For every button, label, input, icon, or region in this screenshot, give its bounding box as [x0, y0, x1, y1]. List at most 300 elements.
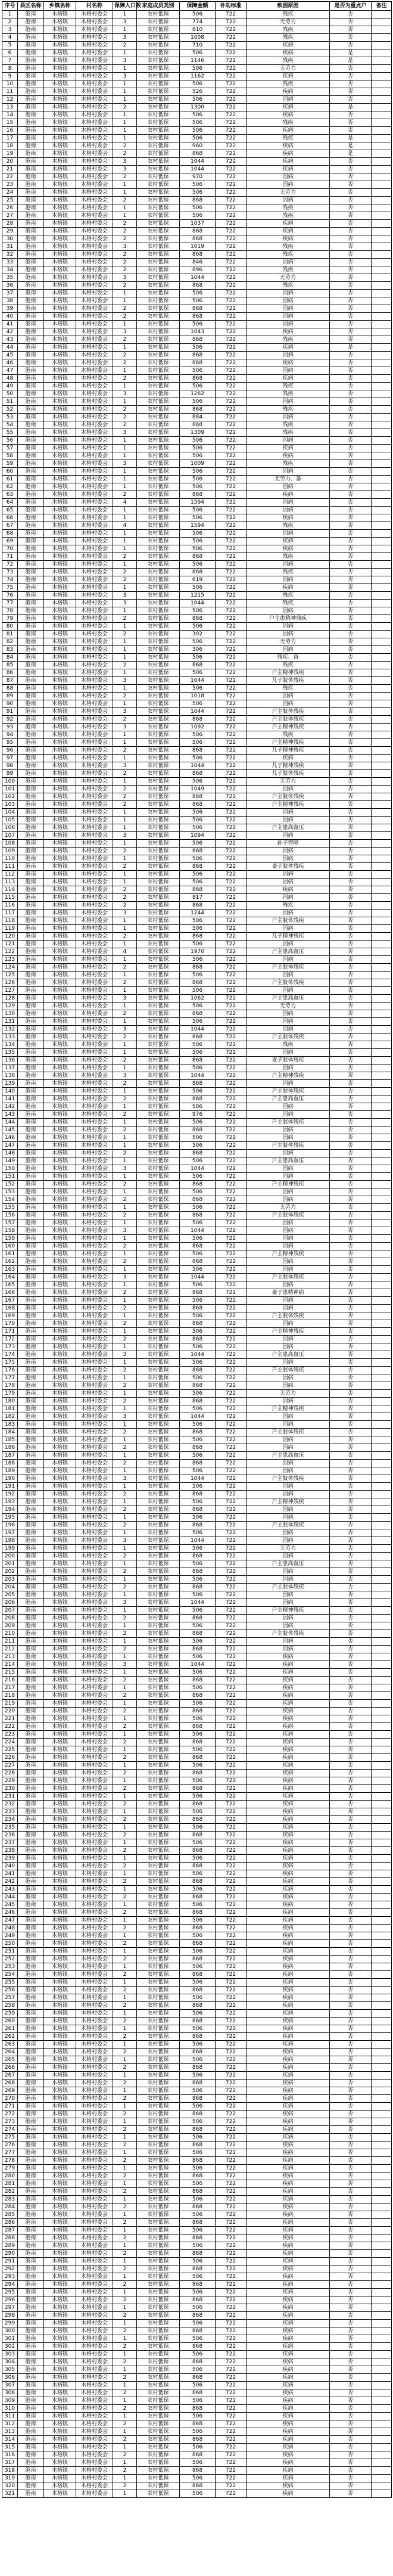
cell-county: 港南	[18, 2056, 44, 2064]
cell-category: 农村低保	[137, 1878, 180, 1886]
cell-people: 2	[113, 42, 137, 49]
cell-people: 2	[113, 1010, 137, 1018]
cell-reason: 疾病	[247, 2335, 330, 2343]
table-row	[2, 1793, 392, 1801]
cell-index: 267	[2, 2072, 18, 2080]
table-row	[2, 1390, 392, 1398]
cell-township: 木格镇	[44, 1723, 76, 1731]
cell-village: 木格村委会	[76, 2265, 113, 2273]
cell-standard: 722	[216, 1878, 247, 1886]
cell-index: 184	[2, 1429, 18, 1436]
cell-reason: 因病	[247, 623, 330, 631]
cell-remark	[372, 1018, 392, 1026]
table-row	[2, 437, 392, 445]
cell-people: 1	[113, 367, 137, 375]
cell-key-household: 否	[330, 1770, 372, 1777]
cell-category: 农村低保	[137, 2327, 180, 2335]
cell-village: 木格村委会	[76, 1436, 113, 1444]
cell-county: 港南	[18, 321, 44, 328]
cell-village: 木格村委会	[76, 1289, 113, 1297]
cell-category: 农村低保	[137, 359, 180, 367]
cell-remark	[372, 1739, 392, 1746]
cell-reason: 疾病	[247, 1987, 330, 1994]
cell-remark	[372, 1723, 392, 1731]
cell-key-household: 否	[330, 1336, 372, 1343]
cell-amount: 1019	[180, 243, 216, 251]
cell-county: 港南	[18, 584, 44, 592]
cell-remark	[372, 429, 392, 437]
cell-key-household: 否	[330, 2203, 372, 2211]
cell-standard: 722	[216, 1715, 247, 1723]
cell-remark	[372, 584, 392, 592]
cell-amount: 506	[180, 507, 216, 514]
cell-standard: 722	[216, 2041, 247, 2049]
cell-village: 木格村委会	[76, 1212, 113, 1219]
cell-index: 102	[2, 793, 18, 801]
cell-reason: 因病	[247, 1336, 330, 1343]
cell-remark	[372, 26, 392, 34]
cell-amount: 506	[180, 2118, 216, 2126]
cell-people: 2	[113, 1429, 137, 1436]
cell-township: 木格镇	[44, 1932, 76, 1940]
cell-remark	[372, 2296, 392, 2304]
cell-county: 港南	[18, 646, 44, 654]
cell-village: 木格村委会	[76, 855, 113, 863]
cell-village: 木格村委会	[76, 1374, 113, 1382]
cell-reason: 残疾	[247, 212, 330, 220]
cell-index: 190	[2, 1475, 18, 1483]
cell-remark	[372, 1553, 392, 1560]
cell-remark	[372, 1421, 392, 1429]
cell-reason: 残疾	[247, 592, 330, 600]
cell-people: 2	[113, 104, 137, 111]
cell-county: 港南	[18, 2273, 44, 2281]
cell-township: 木格镇	[44, 2374, 76, 2382]
cell-amount: 506	[180, 809, 216, 817]
cell-key-household: 否	[330, 266, 372, 274]
cell-people: 2	[113, 1491, 137, 1498]
cell-key-household: 否	[330, 1963, 372, 1971]
cell-reason: 因病	[247, 1320, 330, 1328]
cell-standard: 722	[216, 747, 247, 755]
cell-category: 农村低保	[137, 700, 180, 708]
cell-county: 港南	[18, 1746, 44, 1754]
cell-township: 木格镇	[44, 584, 76, 592]
cell-county: 港南	[18, 1553, 44, 1560]
cell-index: 232	[2, 1801, 18, 1808]
table-row	[2, 646, 392, 654]
cell-index: 265	[2, 2056, 18, 2064]
cell-key-household: 否	[330, 1762, 372, 1770]
cell-people: 2	[113, 2436, 137, 2444]
cell-county: 港南	[18, 421, 44, 429]
cell-amount: 506	[180, 1715, 216, 1723]
cell-people: 1	[113, 1948, 137, 1956]
cell-index: 86	[2, 669, 18, 677]
cell-index: 26	[2, 204, 18, 212]
cell-township: 木格镇	[44, 638, 76, 646]
cell-county: 港南	[18, 1537, 44, 1545]
table-row	[2, 669, 392, 677]
cell-county: 港南	[18, 2312, 44, 2320]
table-row	[2, 2451, 392, 2459]
cell-standard: 722	[216, 445, 247, 452]
cell-amount: 506	[180, 1963, 216, 1971]
cell-amount: 868	[180, 2157, 216, 2165]
cell-key-household: 否	[330, 933, 372, 941]
cell-category: 农村低保	[137, 1227, 180, 1235]
cell-county: 港南	[18, 1824, 44, 1832]
cell-key-household: 否	[330, 429, 372, 437]
cell-township: 木格镇	[44, 1297, 76, 1305]
cell-county: 港南	[18, 127, 44, 135]
cell-remark	[372, 646, 392, 654]
cell-reason: 儿子精神残疾	[247, 762, 330, 770]
cell-category: 农村低保	[137, 476, 180, 483]
cell-remark	[372, 1514, 392, 1522]
cell-amount: 868	[180, 2018, 216, 2025]
cell-village: 木格村委会	[76, 925, 113, 933]
cell-remark	[372, 111, 392, 119]
cell-amount: 1970	[180, 948, 216, 956]
cell-remark	[372, 1088, 392, 1095]
cell-standard: 722	[216, 1281, 247, 1289]
cell-county: 港南	[18, 1692, 44, 1700]
cell-county: 港南	[18, 964, 44, 972]
cell-county: 港南	[18, 1173, 44, 1181]
cell-reason: 疾病	[247, 2304, 330, 2312]
cell-county: 港南	[18, 871, 44, 879]
cell-county: 港南	[18, 313, 44, 321]
cell-category: 农村低保	[137, 1150, 180, 1157]
cell-township: 木格镇	[44, 2475, 76, 2482]
cell-index: 143	[2, 1111, 18, 1119]
cell-township: 木格镇	[44, 941, 76, 948]
cell-standard: 722	[216, 429, 247, 437]
cell-township: 木格镇	[44, 1049, 76, 1057]
cell-township: 木格镇	[44, 1119, 76, 1126]
table-row	[2, 1514, 392, 1522]
cell-village: 木格村委会	[76, 677, 113, 685]
cell-reason: 残疾	[247, 522, 330, 530]
cell-remark	[372, 414, 392, 421]
cell-people: 3	[113, 390, 137, 398]
cell-people: 1	[113, 468, 137, 476]
cell-category: 农村低保	[137, 1111, 180, 1119]
cell-key-household: 否	[330, 437, 372, 445]
cell-standard: 722	[216, 2064, 247, 2072]
cell-remark	[372, 1971, 392, 1979]
cell-category: 农村低保	[137, 1762, 180, 1770]
cell-village: 木格村委会	[76, 762, 113, 770]
cell-reason: 因病	[247, 352, 330, 359]
cell-index: 114	[2, 886, 18, 894]
cell-people: 1	[113, 607, 137, 615]
cell-index: 84	[2, 654, 18, 662]
cell-category: 农村低保	[137, 1274, 180, 1281]
cell-people: 1	[113, 2335, 137, 2343]
cell-village: 木格村委会	[76, 1591, 113, 1599]
cell-people: 1	[113, 824, 137, 832]
cell-index: 144	[2, 1119, 18, 1126]
table-row	[2, 1599, 392, 1607]
cell-key-household: 否	[330, 2382, 372, 2389]
cell-reason: 疾病	[247, 2420, 330, 2428]
cell-people: 1	[113, 1452, 137, 1460]
cell-index: 111	[2, 863, 18, 871]
cell-key-household: 否	[330, 1630, 372, 1638]
cell-village: 木格村委会	[76, 1731, 113, 1739]
cell-key-household: 否	[330, 1467, 372, 1475]
cell-village: 木格村委会	[76, 2335, 113, 2343]
cell-remark	[372, 2080, 392, 2087]
cell-key-household: 否	[330, 2250, 372, 2258]
cell-county: 港南	[18, 1576, 44, 1584]
cell-standard: 722	[216, 468, 247, 476]
cell-index: 287	[2, 2227, 18, 2234]
cell-village: 木格村委会	[76, 2420, 113, 2428]
table-row	[2, 1134, 392, 1142]
cell-amount: 506	[180, 398, 216, 406]
cell-remark	[372, 158, 392, 166]
cell-remark	[372, 421, 392, 429]
cell-county: 港南	[18, 2250, 44, 2258]
cell-remark	[372, 553, 392, 561]
cell-village: 木格村委会	[76, 18, 113, 26]
cell-amount: 868	[180, 1987, 216, 1994]
cell-index: 223	[2, 1731, 18, 1739]
cell-index: 262	[2, 2033, 18, 2041]
cell-amount: 868	[180, 1336, 216, 1343]
cell-remark	[372, 1894, 392, 1901]
cell-index: 56	[2, 437, 18, 445]
table-row	[2, 793, 392, 801]
cell-key-household: 否	[330, 1312, 372, 1320]
cell-village: 木格村委会	[76, 2157, 113, 2165]
table-row	[2, 1080, 392, 1088]
header-key-household: 是否为重点户	[330, 2, 372, 11]
cell-category: 农村低保	[137, 514, 180, 522]
cell-reason: 因病	[247, 173, 330, 181]
cell-key-household: 否	[330, 972, 372, 979]
cell-village: 木格村委会	[76, 1297, 113, 1305]
cell-reason: 残疾	[247, 383, 330, 390]
cell-reason: 疾病	[247, 1661, 330, 1669]
cell-amount: 506	[180, 1917, 216, 1925]
cell-amount: 868	[180, 1754, 216, 1762]
cell-category: 农村低保	[137, 1529, 180, 1537]
cell-category: 农村低保	[137, 1987, 180, 1994]
cell-amount: 306	[180, 646, 216, 654]
cell-reason: 因病	[247, 1281, 330, 1289]
cell-standard: 722	[216, 2389, 247, 2397]
cell-amount: 1092	[180, 724, 216, 731]
cell-village: 木格村委会	[76, 1126, 113, 1134]
cell-reason: 因病	[247, 1382, 330, 1390]
cell-amount: 506	[180, 2149, 216, 2157]
cell-township: 木格镇	[44, 801, 76, 809]
cell-reason: 残疾	[247, 119, 330, 127]
cell-amount: 868	[180, 2080, 216, 2087]
cell-standard: 722	[216, 328, 247, 336]
cell-township: 木格镇	[44, 2420, 76, 2428]
cell-index: 201	[2, 1560, 18, 1568]
cell-standard: 722	[216, 1925, 247, 1932]
cell-index: 91	[2, 708, 18, 716]
cell-standard: 722	[216, 1739, 247, 1746]
cell-amount: 506	[180, 987, 216, 995]
cell-amount: 506	[180, 1250, 216, 1258]
cell-county: 港南	[18, 1909, 44, 1917]
cell-reason: 残疾	[247, 600, 330, 607]
cell-index: 170	[2, 1320, 18, 1328]
cell-amount: 506	[180, 2490, 216, 2498]
cell-amount: 868	[180, 1878, 216, 1886]
cell-reason: 疾病	[247, 2172, 330, 2180]
cell-remark	[372, 2327, 392, 2335]
cell-reason: 因病	[247, 987, 330, 995]
cell-county: 港南	[18, 1374, 44, 1382]
cell-village: 木格村委会	[76, 390, 113, 398]
cell-key-household: 否	[330, 1746, 372, 1754]
cell-category: 农村低保	[137, 1018, 180, 1026]
cell-category: 农村低保	[137, 2428, 180, 2436]
cell-county: 港南	[18, 1987, 44, 1994]
cell-county: 港南	[18, 1297, 44, 1305]
cell-amount: 506	[180, 1390, 216, 1398]
cell-index: 227	[2, 1762, 18, 1770]
cell-people: 1	[113, 2118, 137, 2126]
cell-key-household: 否	[330, 274, 372, 282]
cell-key-household: 是	[330, 104, 372, 111]
cell-county: 港南	[18, 1103, 44, 1111]
cell-reason: 疾病	[247, 2095, 330, 2103]
cell-county: 港南	[18, 34, 44, 42]
cell-remark	[372, 2366, 392, 2374]
cell-village: 木格村委会	[76, 1762, 113, 1770]
cell-standard: 722	[216, 321, 247, 328]
cell-reason: 因病	[247, 181, 330, 189]
cell-standard: 722	[216, 1010, 247, 1018]
cell-county: 港南	[18, 553, 44, 561]
cell-county: 港南	[18, 607, 44, 615]
cell-key-household: 是	[330, 344, 372, 352]
cell-village: 木格村委会	[76, 832, 113, 840]
table-row	[2, 879, 392, 886]
cell-key-household: 否	[330, 762, 372, 770]
cell-standard: 722	[216, 553, 247, 561]
cell-standard: 722	[216, 2165, 247, 2172]
cell-village: 木格村委会	[76, 336, 113, 344]
cell-remark	[372, 840, 392, 848]
cell-category: 农村低保	[137, 181, 180, 189]
cell-standard: 722	[216, 693, 247, 700]
cell-remark	[372, 693, 392, 700]
cell-reason: 疾病	[247, 2080, 330, 2087]
cell-standard: 722	[216, 1684, 247, 1692]
cell-index: 113	[2, 879, 18, 886]
cell-township: 木格镇	[44, 2413, 76, 2420]
cell-standard: 722	[216, 1343, 247, 1351]
cell-village: 木格村委会	[76, 840, 113, 848]
cell-index: 268	[2, 2080, 18, 2087]
cell-category: 农村低保	[137, 871, 180, 879]
table-row	[2, 2049, 392, 2056]
cell-index: 136	[2, 1057, 18, 1064]
cell-key-household: 否	[330, 538, 372, 545]
cell-people: 2	[113, 1847, 137, 1855]
cell-village: 木格村委会	[76, 755, 113, 762]
cell-county: 港南	[18, 716, 44, 724]
cell-standard: 722	[216, 243, 247, 251]
cell-township: 木格镇	[44, 1909, 76, 1917]
cell-remark	[372, 700, 392, 708]
cell-remark	[372, 1103, 392, 1111]
cell-people: 3	[113, 677, 137, 685]
cell-standard: 722	[216, 1243, 247, 1250]
cell-standard: 722	[216, 1367, 247, 1374]
cell-township: 木格镇	[44, 235, 76, 243]
cell-people: 1	[113, 135, 137, 142]
cell-amount: 506	[180, 2103, 216, 2111]
table-row	[2, 80, 392, 88]
cell-index: 48	[2, 375, 18, 383]
cell-standard: 722	[216, 375, 247, 383]
cell-index: 228	[2, 1770, 18, 1777]
table-row	[2, 576, 392, 584]
table-row	[2, 460, 392, 468]
cell-standard: 722	[216, 2366, 247, 2374]
cell-index: 182	[2, 1413, 18, 1421]
cell-reason: 疾病	[247, 1801, 330, 1808]
cell-remark	[372, 220, 392, 228]
cell-category: 农村低保	[137, 1855, 180, 1863]
table-row	[2, 1855, 392, 1863]
table-row	[2, 1994, 392, 2002]
cell-key-household: 否	[330, 654, 372, 662]
cell-key-household: 否	[330, 2227, 372, 2234]
table-row	[2, 925, 392, 933]
cell-township: 木格镇	[44, 197, 76, 204]
cell-village: 木格村委会	[76, 530, 113, 538]
cell-village: 木格村委会	[76, 235, 113, 243]
cell-reason: 疾病	[247, 2025, 330, 2033]
cell-index: 245	[2, 1901, 18, 1909]
cell-category: 农村低保	[137, 2389, 180, 2397]
cell-remark	[372, 1049, 392, 1057]
cell-reason: 疾病	[247, 2451, 330, 2459]
cell-index: 106	[2, 824, 18, 832]
cell-reason: 残疾、备	[247, 654, 330, 662]
cell-people: 2	[113, 693, 137, 700]
cell-amount: 506	[180, 1684, 216, 1692]
cell-index: 210	[2, 1630, 18, 1638]
cell-village: 木格村委会	[76, 1522, 113, 1529]
cell-reason: 残疾	[247, 243, 330, 251]
cell-township: 木格镇	[44, 894, 76, 902]
cell-remark	[372, 73, 392, 80]
cell-reason: 疾病	[247, 2234, 330, 2242]
cell-index: 123	[2, 956, 18, 964]
cell-reason: 儿子肢体残疾	[247, 770, 330, 778]
cell-key-household: 否	[330, 1863, 372, 1870]
cell-standard: 722	[216, 1181, 247, 1188]
cell-remark	[372, 576, 392, 584]
cell-people: 2	[113, 716, 137, 724]
cell-village: 木格村委会	[76, 1886, 113, 1894]
cell-category: 农村低保	[137, 1320, 180, 1328]
cell-village: 木格村委会	[76, 313, 113, 321]
